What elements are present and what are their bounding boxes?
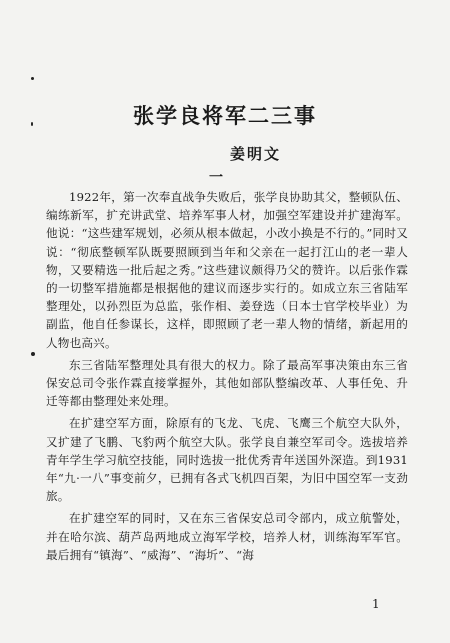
paragraph: 在扩建空军的同时，又在东三省保安总司令部内，成立航警处，并在哈尔滨、葫芦岛两地成立海军学校，培养人材，训练海军军官。最后拥有“镇海”、“威海”、“海圻”、“海 xyxy=(46,511,408,562)
margin-dot xyxy=(31,352,35,356)
paragraph: 1922年，第一次奉直战争失败后，张学良协助其父，整顿队伍、编练新军，扩充讲武堂、培养军事人材，加强空军建设并扩建海军。他说：“这些建军规划，必须从根本做起，小改小换是不行的。”同时又说：“彻底整顿军队既要照顾到当年和父亲在一起打江山的老一辈人物，又要精选一批后起之秀。”这些建议颇得乃父的赞许。以后张作霖的一切整军措施都是根据他的建议而逐步实行的。如成立东三省陆军整理处，以孙烈臣为总监，张作相、姜登选（日本士官学校毕业）为副监，他自任参谋长，这样，即照顾了老一辈人物的情绪，新起用的人物也高兴。 xyxy=(46,190,408,350)
page-title: 张学良将军二三事 xyxy=(133,103,317,128)
section-number: 一 xyxy=(209,170,223,186)
body-text xyxy=(46,188,408,568)
page-number: 1 xyxy=(372,597,380,611)
paragraph: 在扩建空军方面，除原有的飞龙、飞虎、飞鹰三个航空大队外，又扩建了飞鹏、飞豹两个航空大队。张学良自兼空军司令。选拔培养青年学生学习航空技能，同时选拔一批优秀青年送国外深造。到1931年“九·一八”事变前夕，已拥有各式飞机四百架，为旧中国空军一支劲旅。 xyxy=(46,416,408,504)
author-name: 姜明文 xyxy=(230,145,282,163)
paragraph: 东三省陆军整理处具有很大的权力。除了最高军事决策由东三省保安总司令张作霖直接掌握外，其他如部队整编改革、人事任免、升迁等都由整理处来处理。 xyxy=(46,357,408,409)
margin-dot xyxy=(31,77,34,80)
